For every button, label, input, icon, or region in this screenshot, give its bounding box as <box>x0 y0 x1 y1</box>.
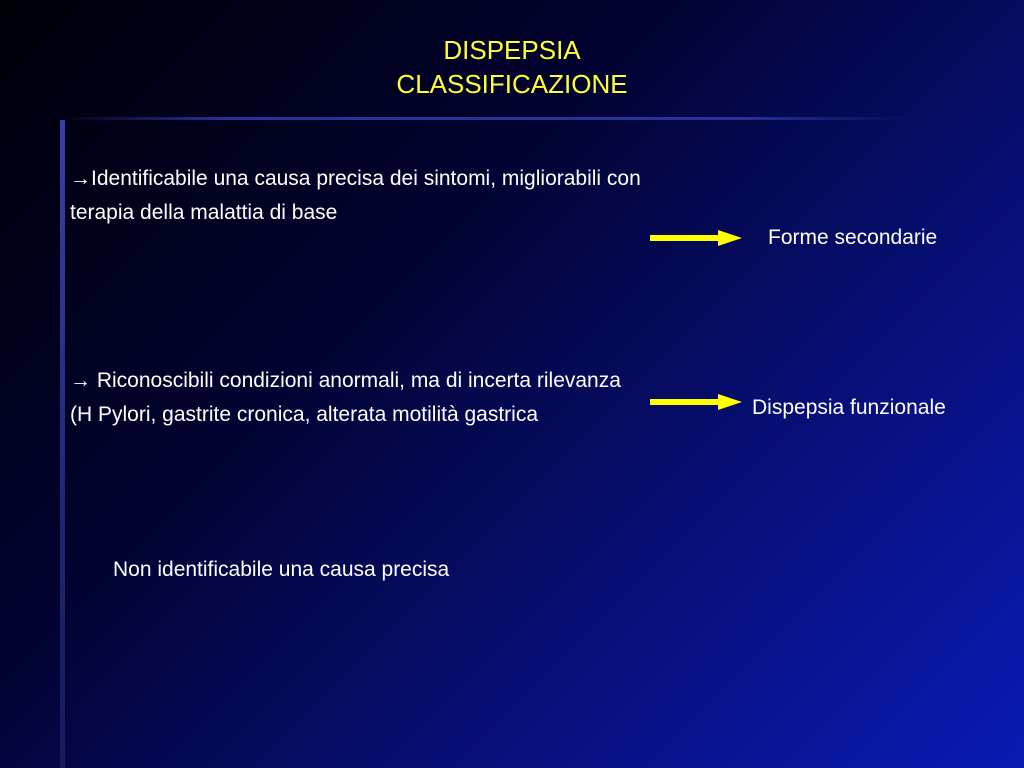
classification-item-1 <box>70 162 650 230</box>
result-forme-secondarie: Forme secondarie <box>768 226 938 249</box>
slide-title <box>0 33 1024 101</box>
result-dispepsia-funzionale: Dispepsia funzionale <box>752 396 946 419</box>
title-line-2: CLASSIFICAZIONE <box>396 69 628 99</box>
right-arrow-icon <box>648 228 744 248</box>
top-divider <box>60 117 910 120</box>
left-divider <box>60 120 65 768</box>
bullet-arrow-icon: → <box>70 369 97 392</box>
title-line-1: DISPEPSIA <box>443 35 581 65</box>
item-2-text: Riconoscibili condizioni anormali, ma di incerta rilevanza (H Pylori, gastrite cronica, alterata motilità gastrica <box>70 369 621 426</box>
classification-item-2 <box>70 364 630 432</box>
bullet-arrow-icon: → <box>70 167 91 190</box>
classification-item-3: Non identificabile una causa precisa <box>113 558 450 581</box>
right-arrow-icon <box>648 392 744 412</box>
item-1-text: Identificabile una causa precisa dei sintomi, migliorabili con terapia della malattia di base <box>70 167 641 224</box>
